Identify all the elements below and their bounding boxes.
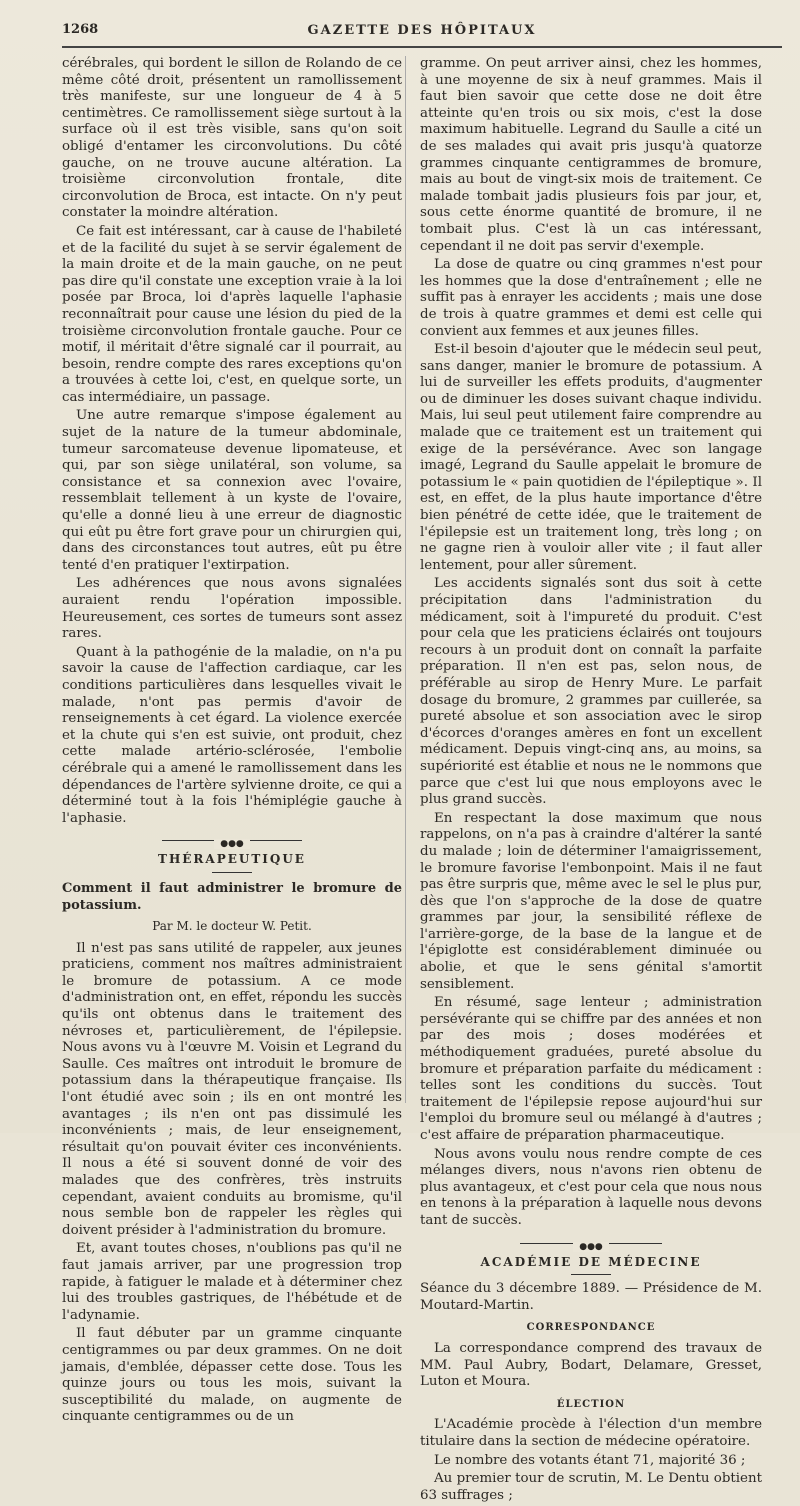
section-title: ACADÉMIE DE MÉDECINE (480, 1254, 702, 1269)
paragraph: L'Académie procède à l'élection d'un membre titulaire dans la section de médecine opératoire. (420, 1417, 762, 1449)
paragraph: Les adhérences que nous avons signalées auraient rendu l'opération impossible. Heureusement, ces sortes de tumeurs sont assez rares. (62, 576, 402, 642)
journal-title: GAZETTE DES HÔPITAUX (307, 23, 537, 38)
paragraph: En respectant la dose maximum que nous rappelons, on n'a pas à craindre d'altérer la santé du malade ; loin de déterminer l'amaigrissement, le bromure favorise l'embonpoint. Mais il ne faut pas être surpris que, même avec le sel le plus pur, dès que l'on s'approche de la dose de quatre grammes par jour, la sensibilité réflexe de l'arrière-gorge, de la base de la langue et de l'épiglotte est considérablement diminuée ou abolie, et que le sens génital s'amortit sensiblement. (420, 810, 762, 992)
paragraph: Est-il besoin d'ajouter que le médecin seul peut, sans danger, manier le bromure de potassium. A lui de surveiller les effets produits, d'augmenter ou de diminuer les doses suivant chaque individu. Mais, lui seul peut utilement faire comprendre au malade que ce traitement est un traitement qui exige de la persévérance. Avec son langage imagé, Legrand du Saulle appelait le bromure de potassium le « pain quotidien de l'épileptique ». Il est, en effet, de la plus haute importance d'être bien pénétré de cette idée, que le traitement de l'épilepsie est un traitement long, très long ; on ne gagne rien à vouloir aller vite ; il faut aller lentement, pour aller sûrement. (420, 342, 762, 573)
paragraph: En résumé, sage lenteur ; administration persévérante qui se chiffre par des années et non par des mois ; doses modérées et méthodiquement graduées, pureté absolue du bromure et préparation parfaite du médicament : telles sont les conditions du succès. Tout traitement de l'épilepsie repose aujourd'hui sur l'emploi du bromure seul ou mélangé à d'autres ; c'est affaire de préparation pharmaceutique. (420, 995, 762, 1143)
ornament-divider (62, 835, 402, 850)
page-number: 1268 (62, 22, 99, 37)
paragraph: gramme. On peut arriver ainsi, chez les hommes, à une moyenne de six à neuf grammes. Mais il faut bien savoir que cette dose ne doit être atteinte qu'en trois ou six mois, c'est la dose maximum habituelle. Legrand du Saulle a cité un de ses malades qui avait pris jusqu'à quatorze grammes cinquante centigrammes de bromure, mais au bout de vingt-six mois de traitement. Ce malade tombait jadis plusieurs fois par jour, et, sous cette énorme quantité de bromure, il ne tombait plus. C'est là un cas intéressant, cependant il ne doit pas servir d'exemple. (420, 56, 762, 254)
byline: Par M. le docteur W. Petit. (152, 919, 312, 934)
paragraph: Quant à la pathogénie de la maladie, on n'a pu savoir la cause de l'affection cardiaque, car les conditions particulières dans lesquelles vivait le malade, n'ont pas permis d'avoir de renseignements à cet égard. La violence exercée et la chute qui s'en est suivie, ont produit, chez cette malade artério-sclérosée, l'embolie cérébrale qui a amené le ramollissement dans les dépendances de l'artère sylvienne droite, ce qui a déterminé tout à la fois l'hémiplégie gauche à l'aphasie. (62, 644, 402, 826)
subsection-title: CORRESPONDANCE (526, 1322, 656, 1334)
paragraph: Les accidents signalés sont dus soit à cette précipitation dans l'administration du médicament, soit à l'impureté du produit. C'est pour cela que les praticiens éclairés ont toujours recours à un produit dont on connaît la parfaite préparation. Il n'en est pas, selon nous, de préférable au sirop de Henry Mure. Le parfait dosage du bromure, 2 grammes par cuillerée, sa pureté absolue et son association avec le sirop d'écorces d'oranges amères en font un excellent médicament. Depuis vingt-cinq ans, au moins, sa supériorité est établie et nous ne le nommons que parce que c'est lui que nous employons avec le plus grand succès. (420, 576, 762, 808)
seance-line: Séance du 3 décembre 1889. — Présidence de M. Moutard-Martin. (420, 1281, 762, 1313)
paragraph: La correspondance comprend des travaux de MM. Paul Aubry, Bodart, Delamare, Gresset, Luton et Moura. (420, 1340, 762, 1390)
paragraph: Nous avons voulu nous rendre compte de ces mélanges divers, nous n'avons rien obtenu de plus avantageux, et c'est pour cela que nous nous en tenons à la préparation à laquelle nous devons tant de succès. (420, 1146, 762, 1228)
paragraph: cérébrales, qui bordent le sillon de Rolando de ce même côté droit, présentent un ramollissement très manifeste, sur une longueur de 4 à 5 centimètres. Ce ramollissement siège surtout à la surface où il est très visible, sans qu'on soit obligé d'entamer les circonvolutions. Du côté gauche, on ne trouve aucune altération. La troisième circonvolution frontale, dite circonvolution de Broca, est intacte. On n'y peut constater la moindre altération. (62, 56, 402, 221)
column-divider (405, 56, 406, 1103)
paragraph: Une autre remarque s'impose également au sujet de la nature de la tumeur abdominale, tumeur sarcomateuse devenue lipomateuse, et qui, par son siège unilatéral, son volume, sa consistance et sa connexion avec l'ovaire, ressemblait tellement à un kyste de l'ovaire, qu'elle a donné lieu à une erreur de diagnostic qui eût pu être fort grave pour un chirurgien qui, dans des circonstances tout autres, eût pu être tenté d'en pratiquer l'extirpation. (62, 408, 402, 573)
paragraph: Il faut débuter par un gramme cinquante centigrammes ou par deux grammes. On ne doit jamais, d'emblée, dépasser cette dose. Tous les quinze jours ou tous les mois, suivant la susceptibilité du malade, on augmente de cinquante centigrammes ou de un (62, 1326, 402, 1425)
short-rule (212, 872, 252, 873)
section-title: THÉRAPEUTIQUE (158, 852, 306, 867)
paragraph: La dose de quatre ou cinq grammes n'est pour les hommes que la dose d'entraînement ; elle ne suffit pas à enrayer les accidents ; mais une dose de trois à quatre grammes et demi est celle qui convient aux femmes et aux jeunes filles. (420, 257, 762, 339)
left-column (62, 56, 402, 1428)
page-header (62, 20, 782, 48)
ornament-icon: ●●● (573, 1242, 609, 1252)
paragraph: Le nombre des votants étant 71, majorité 36 ; (434, 1452, 746, 1468)
short-rule (571, 1274, 611, 1275)
paragraph: Au premier tour de scrutin, M. Le Dentu obtient 63 suffrages ; (420, 1471, 762, 1503)
ornament-icon: ●●● (214, 839, 250, 849)
right-column (420, 56, 762, 1506)
article-title: Comment il faut administrer le bromure de potassium. (62, 880, 402, 913)
paragraph: Ce fait est intéressant, car à cause de l'habileté et de la facilité du sujet à se servir également de la main droite et de la main gauche, on ne peut pas dire qu'il constate une exception vraie à la loi posée par Broca, loi d'après laquelle l'aphasie reconnaîtrait pour cause une lésion du pied de la troisième circonvolution frontale gauche. Pour ce motif, il méritait d'être signalé car il pourrait, au besoin, rendre compte des rares exceptions qu'on a trouvées à cette loi, c'est, en quelque sorte, un cas intermédiaire, un passage. (62, 223, 402, 405)
subsection-title: ÉLECTION (556, 1398, 626, 1410)
paragraph: Il n'est pas sans utilité de rappeler, aux jeunes praticiens, comment nos maîtres administraient le bromure de potassium. A ce mode d'administration ont, en effet, répondu les succès qu'ils ont obtenus dans le traitement des névroses et, particulièrement, de l'épilepsie. Nous avons vu à l'œuvre M. Voisin et Legrand du Saulle. Ces maîtres ont introduit le bromure de potassium dans la thérapeutique française. Ils l'ont étudié avec soin ; ils en ont montré les avantages ; ils n'en ont pas dissimulé les inconvénients ; mais, de leur enseignement, résultait qu'on pouvait éviter ces inconvénients. Il nous a été si souvent donné de voir des malades que des confrères, très instruits cependant, avaient conduits au bromisme, qu'il nous semble bon de rappeler les règles qui doivent présider à l'administration du bromure. (62, 940, 402, 1238)
ornament-divider (420, 1238, 762, 1252)
paragraph: Et, avant toutes choses, n'oublions pas qu'il ne faut jamais arriver, par une progression trop rapide, à fatiguer le malade et à déterminer chez lui des troubles gastriques, de l'hébétude et de l'adynamie. (62, 1241, 402, 1323)
